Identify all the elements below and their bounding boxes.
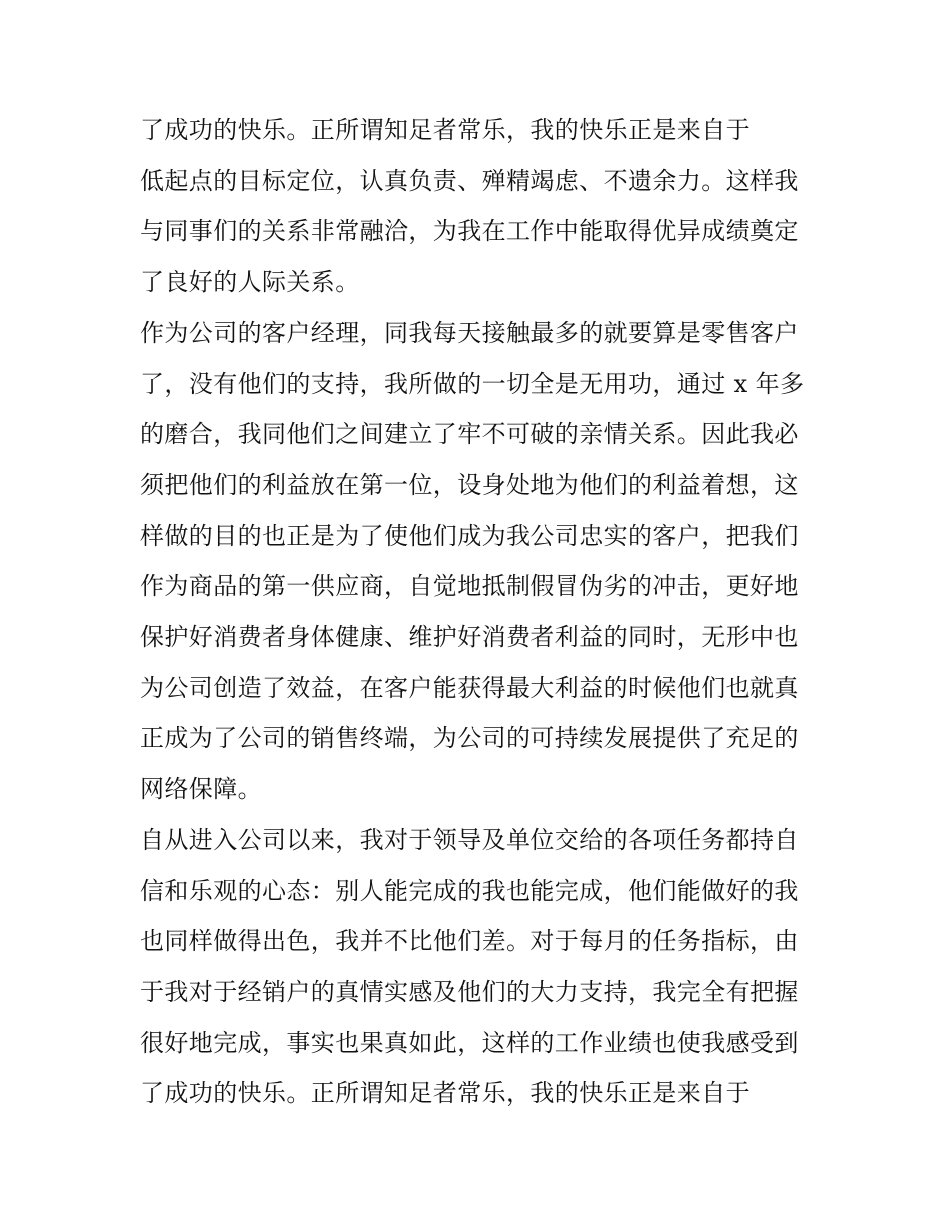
text-line: 信和乐观的心态：别人能完成的我也能完成，他们能做好的我 xyxy=(140,876,799,905)
text-line: 与同事们的关系非常融洽，为我在工作中能取得优异成绩奠定 xyxy=(140,217,799,246)
text-line: 的磨合，我同他们之间建立了牢不可破的亲情关系。因此我必 xyxy=(140,420,799,449)
text-line: 了成功的快乐。正所谓知足者常乐，我的快乐正是来自于 xyxy=(140,116,750,144)
text-line: 正成为了公司的销售终端，为公司的可持续发展提供了充足的 xyxy=(140,724,799,753)
text-line: 了，没有他们的支持，我所做的一切全是无用功，通过 x 年多 xyxy=(140,369,805,398)
text-line: 作为商品的第一供应商，自觉地抵制假冒伪劣的冲击，更好地 xyxy=(140,572,799,601)
text-line: 保护好消费者身体健康、维护好消费者利益的同时，无形中也 xyxy=(140,623,799,652)
text-line: 很好地完成，事实也果真如此，这样的工作业绩也使我感受到 xyxy=(140,1028,799,1057)
text-line: 自从进入公司以来，我对于领导及单位交给的各项任务都持自 xyxy=(140,825,799,854)
text-line: 于我对于经销户的真情实感及他们的大力支持，我完全有把握 xyxy=(140,977,799,1006)
text-line: 网络保障。 xyxy=(140,775,262,804)
text-line: 作为公司的客户经理，同我每天接触最多的就要算是零售客户 xyxy=(140,318,799,347)
document-body xyxy=(140,105,820,1119)
text-line: 须把他们的利益放在第一位，设身处地为他们的利益着想，这 xyxy=(140,470,799,499)
text-line: 样做的目的也正是为了使他们成为我公司忠实的客户，把我们 xyxy=(140,521,799,550)
text-line: 了良好的人际关系。 xyxy=(140,268,360,297)
text-line: 了成功的快乐。正所谓知足者常乐，我的快乐正是来自于 xyxy=(140,1079,750,1108)
text-line: 低起点的目标定位，认真负责、殚精竭虑、不遗余力。这样我 xyxy=(140,166,799,195)
text-line: 为公司创造了效益，在客户能获得最大利益的时候他们也就真 xyxy=(140,673,799,702)
text-line: 也同样做得出色，我并不比他们差。对于每月的任务指标，由 xyxy=(140,927,799,956)
